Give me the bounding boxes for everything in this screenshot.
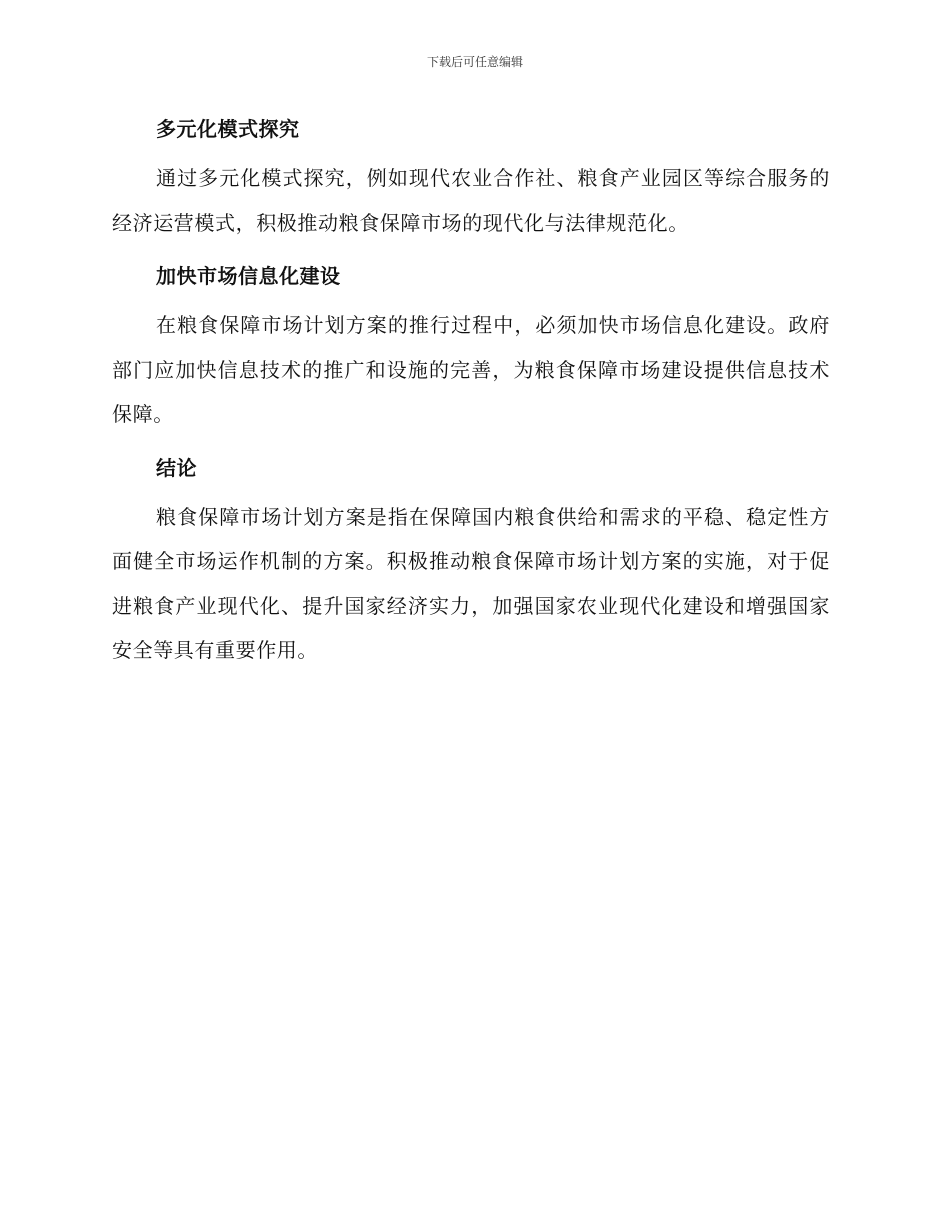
document-body	[112, 114, 830, 673]
section-heading-diversified-models: 多元化模式探究	[156, 117, 300, 141]
section-paragraph-diversified-models: 通过多元化模式探究，例如现代农业合作社、粮食产业园区等综合服务的经济运营模式，积极推动粮食保障市场的现代化与法律规范化。	[112, 166, 830, 235]
section-heading-market-informatization: 加快市场信息化建设	[156, 264, 341, 288]
section-paragraph-conclusion: 粮食保障市场计划方案是指在保障国内粮食供给和需求的平稳、稳定性方面健全市场运作机制的方案。积极推动粮食保障市场计划方案的实施，对于促进粮食产业现代化、提升国家经济实力，加强国家农业现代化建设和增强国家安全等具有重要作用。	[112, 504, 830, 662]
page-header-note: 下载后可任意编辑	[426, 55, 523, 69]
section-paragraph-market-informatization: 在粮食保障市场计划方案的推行过程中，必须加快市场信息化建设。政府部门应加快信息技术的推广和设施的完善，为粮食保障市场建设提供信息技术保障。	[112, 313, 830, 426]
section-heading-conclusion: 结论	[156, 455, 197, 480]
